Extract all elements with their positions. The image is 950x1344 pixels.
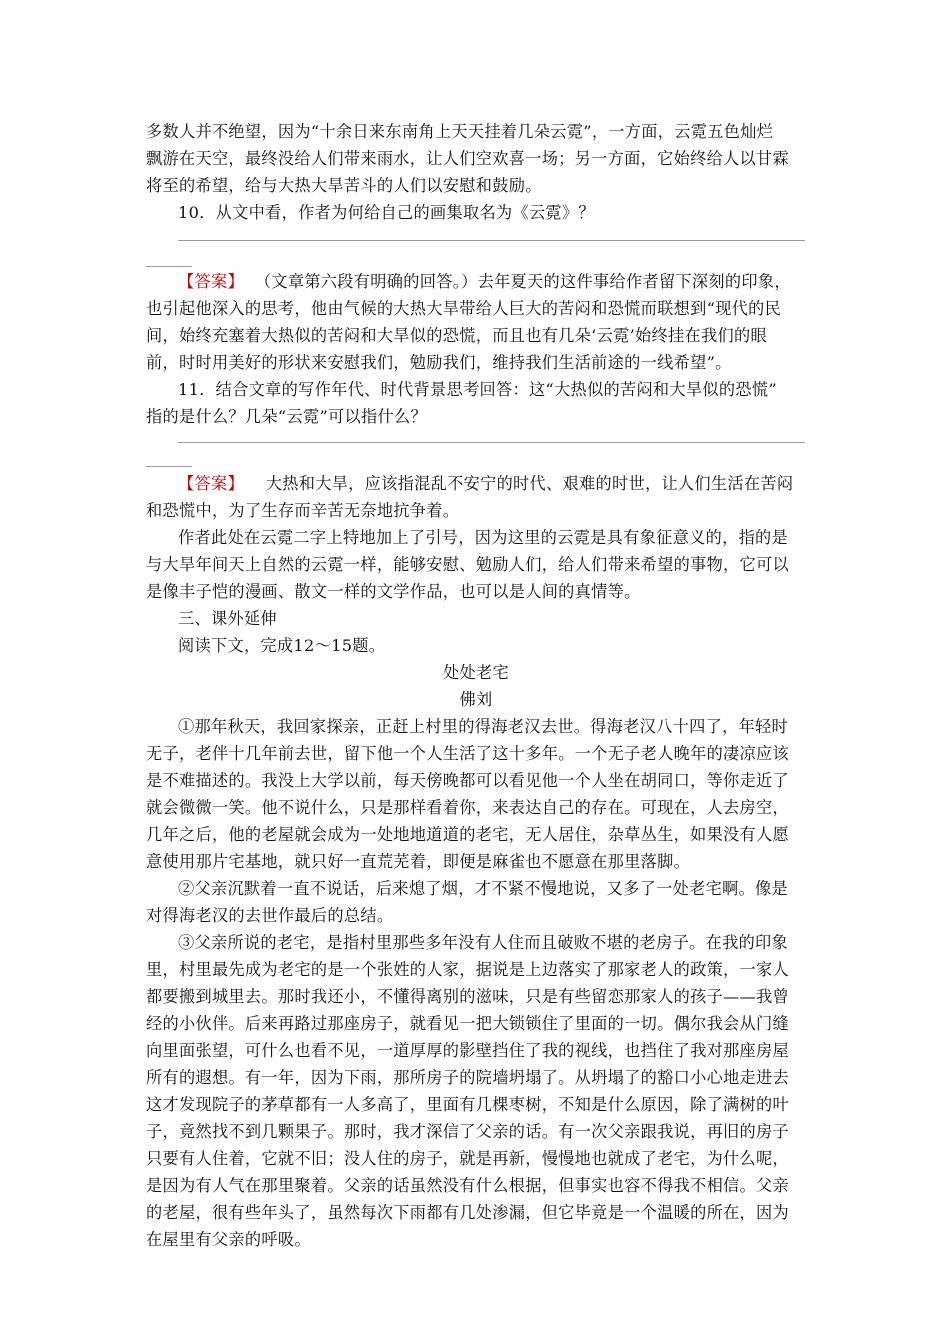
text-line: 作者此处在云霓二字上特地加上了引号，因为这里的云霓是具有象征意义的，指的是 (178, 528, 789, 547)
text-line: 子，竟然找不到几颗果子。那时，我才深信了父亲的话。有一次父亲跟我说，再旧的房子 (146, 1122, 790, 1141)
text-line: 里，村里最先成为老宅的是一个张姓的人家，据说是上边落实了那家老人的政策，一家人 (146, 960, 790, 979)
answer-line-stub (146, 266, 192, 267)
text-line: 是因为有人气在那里聚着。父亲的话虽然没有什么根据，但事实也容不得我不相信。父亲 (146, 1176, 790, 1195)
answer-first-line (146, 268, 806, 295)
reading-instruction: 阅读下文，完成12～15题。 (178, 636, 386, 655)
answer-label: 【答案】 (178, 474, 244, 493)
section-heading: 三、课外延伸 (178, 609, 277, 628)
answer-label: 【答案】 (178, 272, 244, 291)
answer-first-line (146, 470, 806, 497)
text-line: 也引起他深入的思考，他由气候的大热大旱带给人巨大的苦闷和恐慌而联想到“现代的民 (146, 299, 782, 318)
text-line: 在屋里有父亲的呼吸。 (146, 1230, 311, 1249)
text-line: 的老屋，很有些年头了，虽然每次下雨都有几处渗漏，但它毕竟是一个温暖的所在，因为 (146, 1203, 790, 1222)
text-line: 所有的遐想。有一年，因为下雨，那所房子的院墙坍塌了。从坍塌了的豁口小心地走进去 (146, 1068, 790, 1087)
question-text: 10．从文中看，作者为何给自己的画集取名为《云霓》？ (178, 203, 595, 222)
text-line: 对得海老汉的去世作最后的总结。 (146, 906, 394, 925)
text-line: ②父亲沉默着一直不说话，后来熄了烟，才不紧不慢地说，又多了一处老宅啊。像是 (178, 879, 789, 898)
text-line: 将至的希望，给与大热大旱苦斗的人们以安慰和鼓励。 (146, 176, 542, 195)
question-11 (146, 376, 806, 430)
text-line: 和恐慌中，为了生存而辛苦无奈地抗争着。 (146, 501, 460, 520)
text-line: 间，始终充塞着大热似的苦闷和大旱似的恐慌，而且也有几朵‘云霓’始终挂在我们的眼 (146, 326, 767, 345)
text-line: 只要有人住着，它就不旧；没人住的房子，就是再新，慢慢地也就成了老宅，为什么呢， (146, 1149, 790, 1168)
question-text: 指的是什么？几朵“云霓”可以指什么？ (146, 407, 427, 426)
text-line: 经的小伙伴。后来再路过那座房子，就看见一把大锁锁住了里面的一切。偶尔我会从门缝 (146, 1014, 790, 1033)
text-line: 就会微微一笑。他不说什么，只是那样看着你，来表达自己的存在。可现在，人去房空， (146, 798, 790, 817)
article-author: 佛刘 (459, 690, 493, 709)
article-body (146, 713, 806, 1253)
text-line: ①那年秋天，我回家探亲，正赶上村里的得海老汉去世。得海老汉八十四了，年轻时 (178, 717, 789, 736)
text-line: 是不难描述的。我没上大学以前，每天傍晚都可以看见他一个人坐在胡同口，等你走近了 (146, 771, 790, 790)
answer-text: 大热和大旱，应该指混乱不安宁的时代、艰难的时世，让人们生活在苦闷 (265, 474, 794, 493)
article-header (146, 659, 806, 713)
text-line: 飘游在天空，最终没给人们带来雨水，让人们空欢喜一场；另一方面，它始终给人以甘霖 (146, 149, 790, 168)
answer-10 (146, 268, 806, 376)
text-line: 都要搬到城里去。那时我还小，不懂得离别的滋味，只是有些留恋那家人的孩子——我曾 (146, 987, 790, 1006)
text-line: ③父亲所说的老宅，是指村里那些多年没有人住而且破败不堪的老房子。在我的印象 (178, 933, 789, 952)
text-line: 多数人并不绝望，因为“十余日来东南角上天天挂着几朵云霓”，一方面，云霓五色灿烂 (146, 122, 774, 141)
answer-line (178, 442, 805, 443)
answer-text: （文章第六段有明确的回答。）去年夏天的这件事给作者留下深刻的印象， (254, 272, 791, 291)
text-line: 向里面张望，可什么也看不见，一道厚厚的影壁挡住了我的视线，也挡住了我对那座房屋 (146, 1041, 790, 1060)
text-line: 是像丰子恺的漫画、散文一样的文学作品，也可以是人间的真情等。 (146, 582, 641, 601)
answer-line-stub (146, 466, 192, 467)
paragraph-cloud-rainbow (146, 118, 806, 199)
answer-11 (146, 470, 806, 659)
text-line: 无子，老伴十几年前去世，留下他一个人生活了这十多年。一个无子老人晚年的凄凉应该 (146, 744, 790, 763)
text-line: 意使用那片宅基地，就只好一直荒芜着，即便是麻雀也不愿意在那里落脚。 (146, 852, 691, 871)
answer-line (178, 240, 805, 241)
question-text: 11．结合文章的写作年代、时代背景思考回答：这“大热似的苦闷和大旱似的恐慌” (178, 380, 777, 399)
text-line: 与大旱年间天上自然的云霓一样，能够安慰、勉励人们，给人们带来希望的事物，它可以 (146, 555, 790, 574)
text-line: 几年之后，他的老屋就会成为一处地地道道的老宅，无人居住，杂草丛生，如果没有人愿 (146, 825, 790, 844)
question-10 (146, 199, 806, 226)
text-line: 这才发现院子的茅草都有一人多高了，里面有几棵枣树，不知是什么原因，除了满树的叶 (146, 1095, 790, 1114)
article-title: 处处老宅 (443, 663, 509, 682)
text-line: 前，时时用美好的形状来安慰我们，勉励我们，维持我们生活前途的一线希望”。 (146, 353, 732, 372)
